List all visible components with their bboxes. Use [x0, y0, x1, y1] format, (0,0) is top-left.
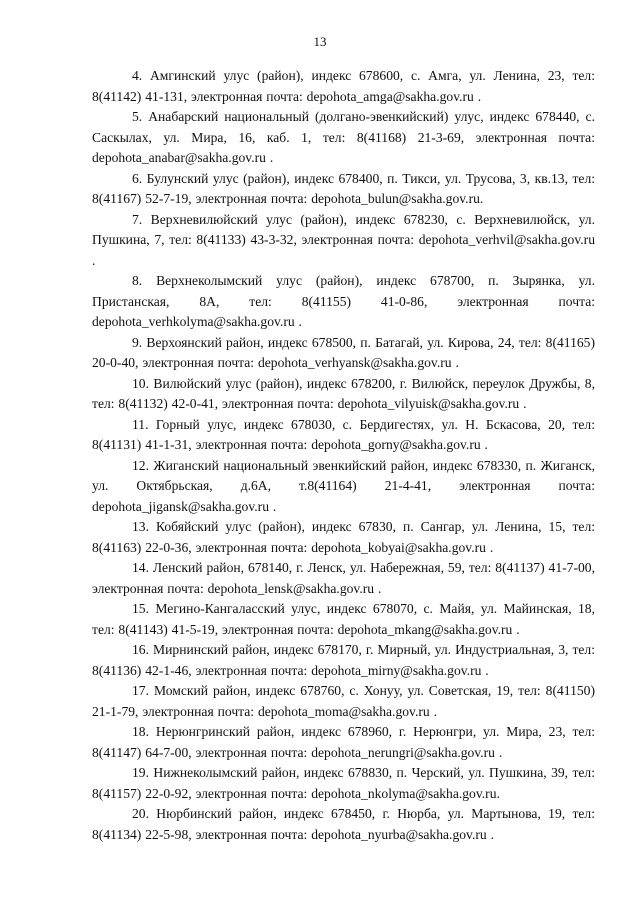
list-item: 7. Верхневилюйский улус (район), индекс 678230, с. Верхневилюйск, ул. Пушкина, 7, тел: 8(41133) 43-3-32, электронная почта: depohota_verhvil@sakha.gov.ru .: [92, 211, 595, 268]
list-item: 8. Верхнеколымский улус (район), индекс 678700, п. Зырянка, ул. Пристанская, 8А, тел: 8(41155) 41-0-86, электронная почта: depohota_verhkolyma@sakha.gov.ru .: [92, 273, 595, 329]
list-item: 12. Жиганский национальный эвенкийский район, индекс 678330, п. Жиганск, ул. Октябрьская, д.6А, т.8(41164) 21-4-41, электронная почта: depohota_jigansk@sakha.gov.ru .: [92, 457, 595, 514]
list-item: 18. Нерюнгринский район, индекс 678960, г. Нерюнгри, ул. Мира, 23, тел: 8(41147) 64-7-00, электронная почта: depohota_nerungri@sakha.gov.ru .: [92, 724, 595, 760]
list-item: 10. Вилюйский улус (район), индекс 678200, г. Вилюйск, переулок Дружбы, 8, тел: 8(41132) 42-0-41, электронная почта: depohota_vilyuisk@sakha.gov.ru .: [92, 375, 595, 411]
list-item: 15. Мегино-Кангаласский улус, индекс 678070, с. Майя, ул. Майинская, 18, тел: 8(41143) 41-5-19, электронная почта: depohota_mkang@sakha.gov.ru .: [92, 601, 595, 637]
address-list: [92, 66, 595, 845]
list-item: 13. Кобяйский улус (район), индекс 67830, п. Сангар, ул. Ленина, 15, тел: 8(41163) 22-0-36, электронная почта: depohota_kobyai@sakha.gov.ru .: [92, 519, 595, 555]
list-item: 6. Булунский улус (район), индекс 678400, п. Тикси, ул. Трусова, 3, кв.13, тел: 8(41167) 52-7-19, электронная почта: depohota_bulun@sakha.gov.ru.: [92, 170, 595, 206]
list-item: 5. Анабарский национальный (долгано-эвенкийский) улус, индекс 678440, с. Саскылах, ул. Мира, 16, каб. 1, тел: 8(41168) 21-3-69, электронная почта: depohota_anabar@sakha.gov.ru .: [92, 109, 595, 165]
list-item: 4. Амгинский улус (район), индекс 678600, с. Амга, ул. Ленина, 23, тел: 8(41142) 41-131, электронная почта: depohota_amga@sakha.gov.ru .: [92, 68, 595, 104]
list-item: 16. Мирнинский район, индекс 678170, г. Мирный, ул. Индустриальная, 3, тел: 8(41136) 42-1-46, электронная почта: depohota_mirny@sakha.gov.ru .: [92, 642, 595, 678]
list-item: 19. Нижнеколымский район, индекс 678830, п. Черский, ул. Пушкина, 39, тел: 8(41157) 22-0-92, электронная почта: depohota_nkolyma@sakha.gov.ru.: [92, 765, 595, 801]
list-item: 11. Горный улус, индекс 678030, с. Бердигестях, ул. Н. Бскасова, 20, тел: 8(41131) 41-1-31, электронная почта: depohota_gorny@sakha.gov.ru .: [92, 416, 595, 452]
list-item: 20. Нюрбинский район, индекс 678450, г. Нюрба, ул. Мартынова, 19, тел: 8(41134) 22-5-98, электронная почта: depohota_nyurba@sakha.gov.ru .: [92, 806, 595, 842]
list-item: 9. Верхоянский район, индекс 678500, п. Батагай, ул. Кирова, 24, тел: 8(41165) 20-0-40, электронная почта: depohota_verhyansk@sakha.gov.ru .: [92, 334, 595, 370]
list-item: 17. Момский район, индекс 678760, с. Хонуу, ул. Советская, 19, тел: 8(41150) 21-1-79, электронная почта: depohota_moma@sakha.gov.ru .: [92, 683, 595, 719]
page-number: 13: [313, 34, 327, 49]
list-item: 14. Ленский район, 678140, г. Ленск, ул. Набережная, 59, тел: 8(41137) 41-7-00, электронная почта: depohota_lensk@sakha.gov.ru .: [92, 560, 595, 596]
